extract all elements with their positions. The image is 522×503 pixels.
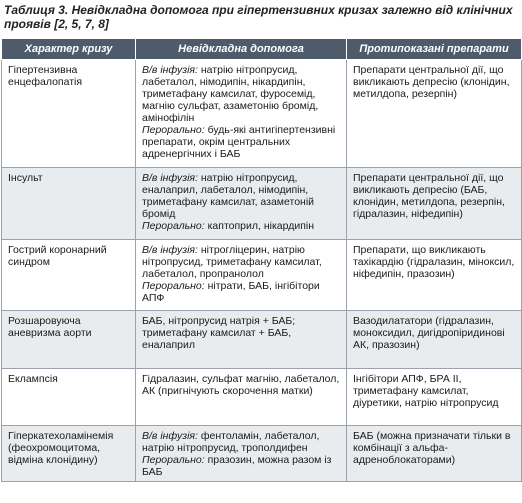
iv-text: фентоламін, лабеталол, натрію нітропрусид, трополдифен: [142, 430, 320, 454]
contra-cell: Інгібітори АПФ, БРА ІІ, триметафану камсилат, діуретики, натрію нітропрусид: [347, 369, 522, 426]
care-cell: [136, 168, 347, 240]
crisis-cell: Інсульт: [2, 168, 136, 240]
table-row: [2, 240, 522, 311]
table-caption: Таблиця 3. Невідкладна допомога при гіпертензивних кризах залежно від клінічних проявів [2, 5, 7, 8]: [4, 3, 513, 31]
table-row: [2, 369, 522, 426]
care-cell: БАБ, нітропрусид натрія + БАБ; триметафану камсилат + БАБ, еналаприл: [136, 311, 347, 369]
oral-label: Перорально:: [142, 220, 205, 232]
oral-line: [142, 280, 340, 304]
table-row: [2, 311, 522, 369]
oral-text: нітрати, БАБ, інгібітори АПФ: [142, 280, 320, 304]
contra-cell: Препарати, що викликають тахікардію (гідралазин, міноксил, ніфедипін, празозин): [347, 240, 522, 311]
hypertensive-crisis-table: [1, 38, 522, 482]
iv-text: натрію нітропрусид, еналаприл, лабеталол, німодипін, триметафану камсилат, азаметоній бромід: [142, 172, 315, 220]
oral-text: будь-які антигіпертензивні препарати, окрім центральних адренергічних і БАБ: [142, 124, 336, 160]
iv-label: В/в інфузія:: [142, 430, 198, 442]
contra-cell: Препарати центральної дії, що викликають депресію (клонідин, метилдопа, резерпін): [347, 60, 522, 168]
oral-label: Перорально:: [142, 124, 205, 136]
oral-line: [142, 220, 340, 232]
table-row: [2, 426, 522, 482]
oral-label: Перорально:: [142, 280, 205, 292]
oral-line: [142, 124, 340, 160]
table-row: [2, 168, 522, 240]
oral-label: Перорально:: [142, 454, 205, 466]
iv-line: [142, 244, 340, 280]
table-header-row: [2, 39, 522, 60]
oral-text: празозин, можна разом із БАБ: [142, 454, 332, 478]
care-cell: [136, 240, 347, 311]
care-cell: [136, 60, 347, 168]
crisis-cell: Гіперкатехоламінемія (феохромоцитома, відміна клонідину): [2, 426, 136, 482]
iv-line: [142, 172, 340, 220]
iv-label: В/в інфузія:: [142, 64, 198, 76]
crisis-cell: Гіпертензивна енцефалопатія: [2, 60, 136, 168]
contra-cell: Препарати центральної дії, що викликають депресію (БАБ, клонідин, метилдопа, резерпін, гідралазин, ніфедипін): [347, 168, 522, 240]
iv-line: [142, 64, 340, 124]
header-contraindicated-drugs: Протипоказані препарати: [347, 39, 522, 60]
header-crisis-type: Характер кризу: [2, 39, 136, 60]
contra-cell: БАБ (можна призначати тільки в комбінації з альфа-адреноблокаторами): [347, 426, 522, 482]
iv-line: [142, 430, 340, 454]
header-emergency-care: Невідкладна допомога: [136, 39, 347, 60]
table-row: [2, 60, 522, 168]
care-cell: [136, 426, 347, 482]
iv-label: В/в інфузія:: [142, 172, 198, 184]
oral-text: каптоприл, нікардипін: [204, 220, 315, 232]
crisis-cell: Еклампсія: [2, 369, 136, 426]
iv-label: В/в інфузія:: [142, 244, 198, 256]
iv-text: натрію нітропрусид, лабеталол, німодипін, нікардипін, триметафану камсилат, фуросемід, магнію сульфат, азаметонію бромід, амінофілін: [142, 64, 319, 124]
crisis-cell: Розшаровуюча аневризма аорти: [2, 311, 136, 369]
oral-line: [142, 454, 340, 478]
crisis-cell: Гострий коронарний синдром: [2, 240, 136, 311]
iv-text: нітрогліцерин, натрію нітропрусид, триметафану камсилат, лабеталол, пропранолол: [142, 244, 322, 280]
contra-cell: Вазодилататори (гідралазин, моноксидил, дигідропіридинові АК, празозин): [347, 311, 522, 369]
care-cell: Гідралазин, сульфат магнію, лабеталол, АК (пригнічують скорочення матки): [136, 369, 347, 426]
